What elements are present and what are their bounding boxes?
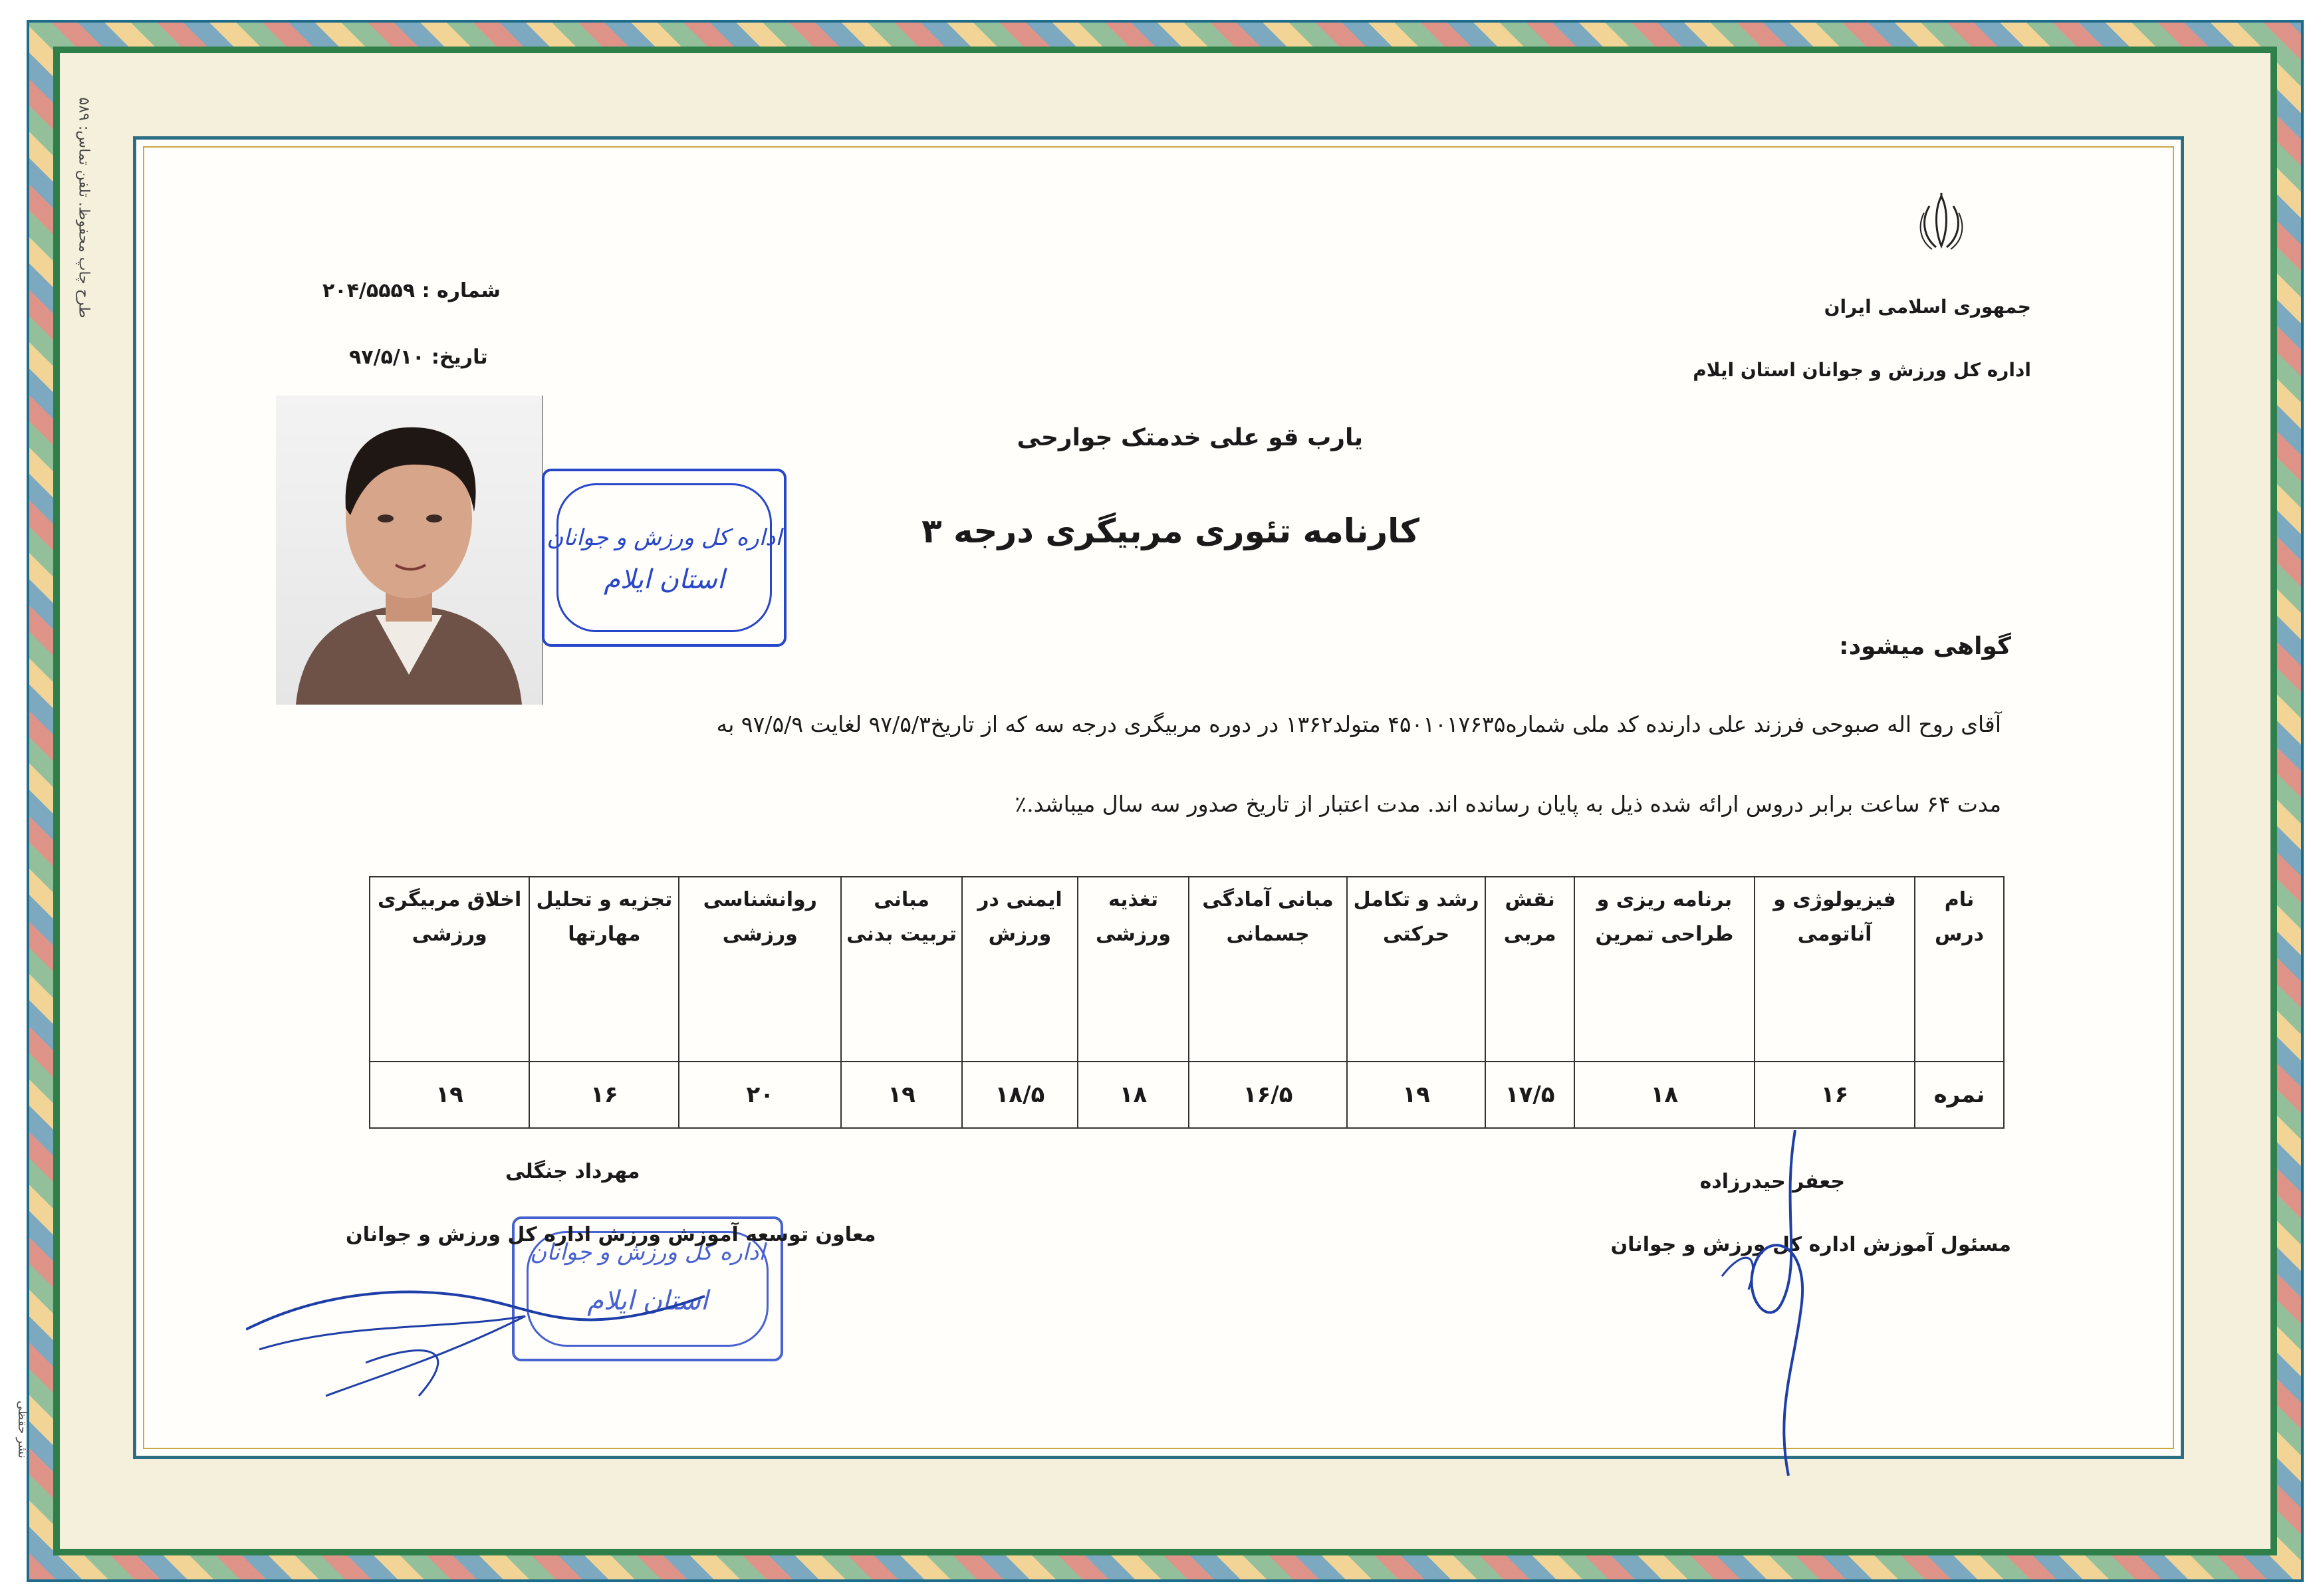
invocation-line: یارب قو علی خدمتک جوارحی	[1017, 424, 1363, 451]
applicant-photo	[276, 396, 543, 705]
course-cell: تغذیه ورزشی	[1078, 877, 1189, 1062]
letter-date-value: ۹۷/۵/۱۰	[349, 346, 425, 369]
score-cell: ۱۹	[1347, 1062, 1486, 1128]
score-cell: ۱۶/۵	[1189, 1062, 1347, 1128]
letter-number-label: شماره :	[422, 279, 501, 302]
score-cell: ۱۷/۵	[1485, 1062, 1574, 1128]
letter-date-label: تاریخ:	[431, 346, 488, 369]
certify-label: گواهی میشود:	[1839, 633, 2011, 660]
stamp-line-2: استان ایلام	[604, 564, 725, 595]
score-cell: ۲۰	[679, 1062, 841, 1128]
stamp-oval	[556, 483, 772, 632]
signature-left	[246, 1263, 711, 1416]
course-cell: تجزیه و تحلیل مهارتها	[529, 877, 679, 1062]
signatory-right-role: مسئول آموزش اداره کل ورزش و جوانان	[1610, 1233, 2011, 1256]
grades-table	[369, 876, 2005, 1129]
course-cell: رشد و تکامل حرکتی	[1347, 877, 1486, 1062]
stamp-line-2: استان ایلام	[587, 1286, 708, 1316]
certificate-body-line-1: آقای روح اله صبوحی فرزند علی دارنده کد ملی شماره۴۵۰۱۰۱۷۶۳۵ متولد۱۳۶۲ در دوره مربیگری درجه سه که از تاریخ۹۷/۵/۳ لغایت ۹۷/۵/۹ به	[716, 711, 2001, 737]
document-title: کارنامه تئوری مربیگری درجه ۳	[921, 512, 1419, 550]
signature-right	[1699, 1130, 1875, 1489]
signatory-right-name: جعفر حیدرزاده	[1699, 1170, 1845, 1193]
course-cell: برنامه ریزی و طراحی تمرین	[1574, 877, 1755, 1062]
course-name-row	[370, 877, 2004, 1062]
letter-date	[349, 346, 488, 369]
course-cell: روانشناسی ورزشی	[679, 877, 841, 1062]
iran-emblem-icon	[1915, 193, 1968, 253]
letter-number-value: ۲۰۴/۵۵۵۹	[322, 279, 416, 302]
issuing-office: اداره کل ورزش و جوانان استان ایلام	[1693, 359, 2031, 381]
course-cell: فیزیولوژی و آناتومی	[1755, 877, 1915, 1062]
official-stamp-top	[542, 469, 787, 647]
score-cell: ۱۶	[1755, 1062, 1915, 1128]
signatory-left-name: مهرداد جنگلی	[505, 1160, 640, 1183]
country-name: جمهوری اسلامی ایران	[1824, 296, 2031, 318]
course-cell: مبانی آمادگی جسمانی	[1189, 877, 1347, 1062]
portrait-image	[276, 396, 542, 705]
course-cell: نقش مربی	[1485, 877, 1574, 1062]
score-cell: ۱۸/۵	[962, 1062, 1078, 1128]
letter-number	[322, 279, 501, 302]
score-cell: ۱۹	[370, 1062, 529, 1128]
signatory-left-role: معاون توسعه آموزش ورزش اداره کل ورزش و جوانان	[346, 1223, 876, 1246]
score-cell: ۱۹	[841, 1062, 962, 1128]
stamp-line-1: اداره کل ورزش و جوانان	[547, 524, 782, 551]
score-row	[370, 1062, 2004, 1128]
course-cell: مبانی تربیت بدنی	[841, 877, 962, 1062]
certificate-body-line-2: مدت ۶۴ ساعت برابر دروس ارائه شده ذیل به پایان رسانده اند. مدت اعتبار از تاریخ صدور سه سال میباشد.٪	[1015, 791, 2001, 817]
score-cell: ۱۸	[1574, 1062, 1755, 1128]
score-cell: ۱۶	[529, 1062, 679, 1128]
stamp-line-1: اداره کل ورزش و جوانان	[530, 1239, 765, 1266]
side-margin-note: طرح چاپ محفوظ. تلفن تماس: ۵۸۹	[75, 97, 92, 318]
score-cell: ۱۸	[1078, 1062, 1189, 1128]
side-margin-note-bottom: نشر حقظی	[15, 1401, 29, 1458]
score-header-cell: نمره	[1915, 1062, 2004, 1128]
course-cell: ایمنی در ورزش	[962, 877, 1078, 1062]
course-header-cell: نام درس	[1915, 877, 2004, 1062]
course-cell: اخلاق مربیگری ورزشی	[370, 877, 529, 1062]
